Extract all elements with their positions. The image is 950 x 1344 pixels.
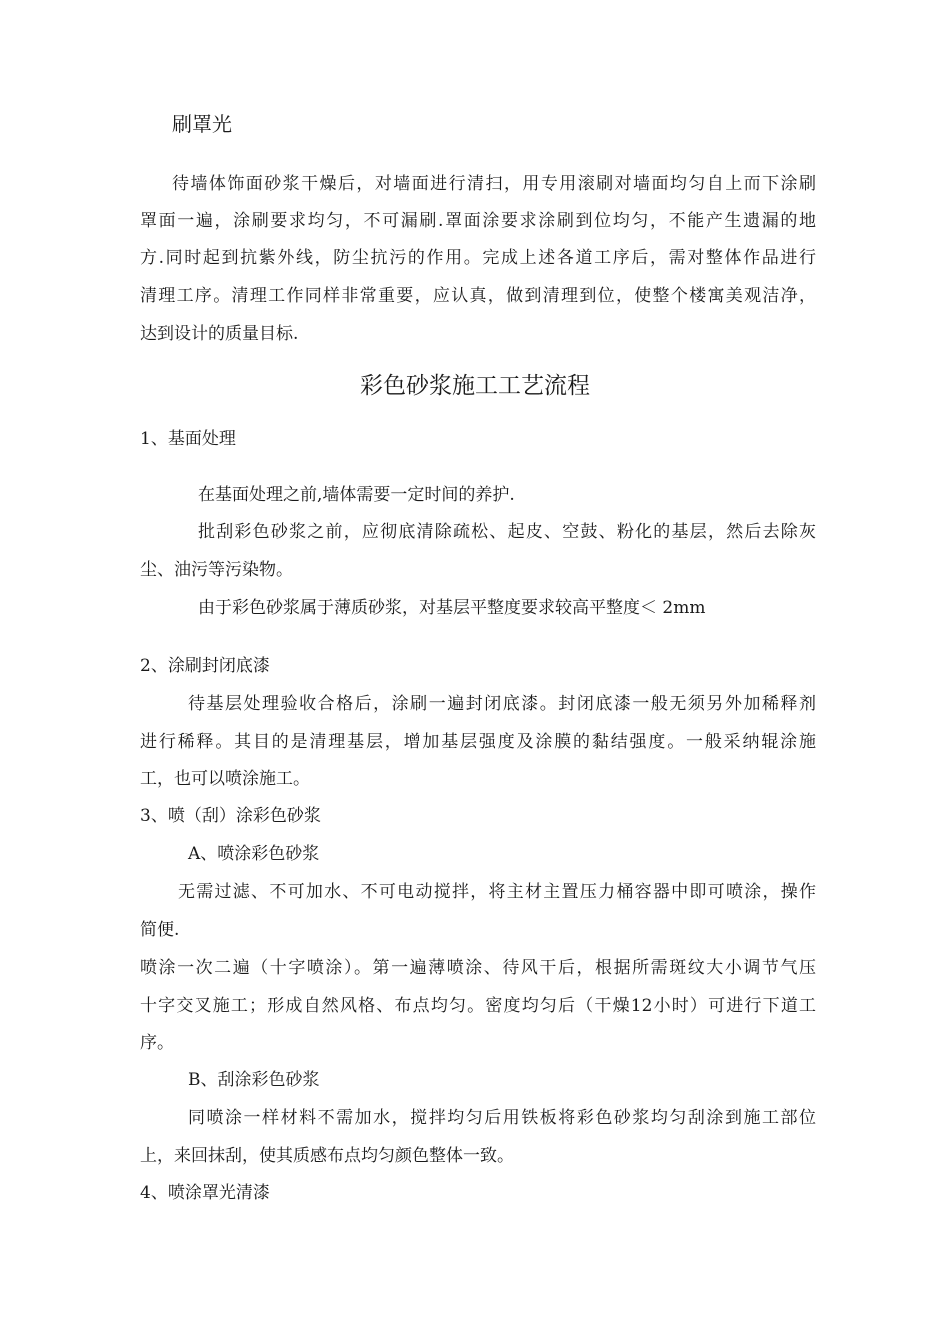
paragraph-line: 十字交叉施工；形成自然风格、布点均匀。密度均匀后（干燥12小时）可进行下道工 bbox=[140, 996, 816, 1016]
step-heading-4: 4、喷涂罩光清漆 bbox=[140, 1183, 270, 1203]
paragraph-line: 进行稀释。其目的是清理基层，增加基层强度及涂膜的黏结强度。一般采纳辊涂施 bbox=[140, 732, 816, 752]
sub-heading-a: A、喷涂彩色砂浆 bbox=[188, 844, 320, 864]
paragraph-line: 喷涂一次二遍（十字喷涂）。第一遍薄喷涂、待风干后，根据所需斑纹大小调节气压 bbox=[140, 958, 816, 978]
paragraph-line: 工，也可以喷涂施工。 bbox=[140, 769, 310, 789]
paragraph-line: 达到设计的质量目标. bbox=[140, 324, 299, 344]
paragraph-line: 序。 bbox=[140, 1033, 174, 1053]
paragraph-line: 同喷涂一样材料不需加水，搅拌均匀后用铁板将彩色砂浆均匀刮涂到施工部位 bbox=[188, 1108, 816, 1128]
paragraph-line: 上，来回抹刮，使其质感布点均匀颜色整体一致。 bbox=[140, 1146, 514, 1166]
paragraph-line: 清理工序。清理工作同样非常重要，应认真，做到清理到位，使整个楼寓美观洁净， bbox=[140, 286, 816, 306]
paragraph-line: 方.同时起到抗紫外线，防尘抗污的作用。完成上述各道工序后，需对整体作品进行 bbox=[140, 248, 816, 268]
paragraph-line: 待基层处理验收合格后，涂刷一遍封闭底漆。封闭底漆一般无须另外加稀释剂 bbox=[188, 694, 816, 714]
paragraph-line: 罩面一遍，涂刷要求均匀，不可漏刷.罩面涂要求涂刷到位均匀，不能产生遗漏的地 bbox=[140, 211, 816, 231]
section-heading-brush-gloss: 刷罩光 bbox=[172, 112, 232, 136]
step-heading-3: 3、喷（刮）涂彩色砂浆 bbox=[140, 806, 321, 826]
paragraph-line: 在基面处理之前,墙体需要一定时间的养护. bbox=[198, 485, 515, 505]
step-heading-2: 2、涂刷封闭底漆 bbox=[140, 656, 270, 676]
paragraph-line: 简便. bbox=[140, 920, 180, 940]
paragraph-line: 尘、油污等污染物。 bbox=[140, 560, 293, 580]
page-title: 彩色砂浆施工工艺流程 bbox=[360, 373, 590, 399]
paragraph-line: 无需过滤、不可加水、不可电动搅拌，将主材主置压力桶容器中即可喷涂，操作 bbox=[178, 882, 816, 902]
step-heading-1: 1、基面处理 bbox=[140, 429, 236, 449]
paragraph-line: 批刮彩色砂浆之前，应彻底清除疏松、起皮、空鼓、粉化的基层，然后去除灰 bbox=[198, 522, 816, 542]
paragraph-line: 待墙体饰面砂浆干燥后，对墙面进行清扫，用专用滚刷对墙面均匀自上而下涂刷 bbox=[172, 174, 816, 194]
sub-heading-b: B、刮涂彩色砂浆 bbox=[188, 1070, 320, 1090]
paragraph-line: 由于彩色砂浆属于薄质砂浆，对基层平整度要求较高平整度＜ 2mm bbox=[198, 598, 706, 618]
